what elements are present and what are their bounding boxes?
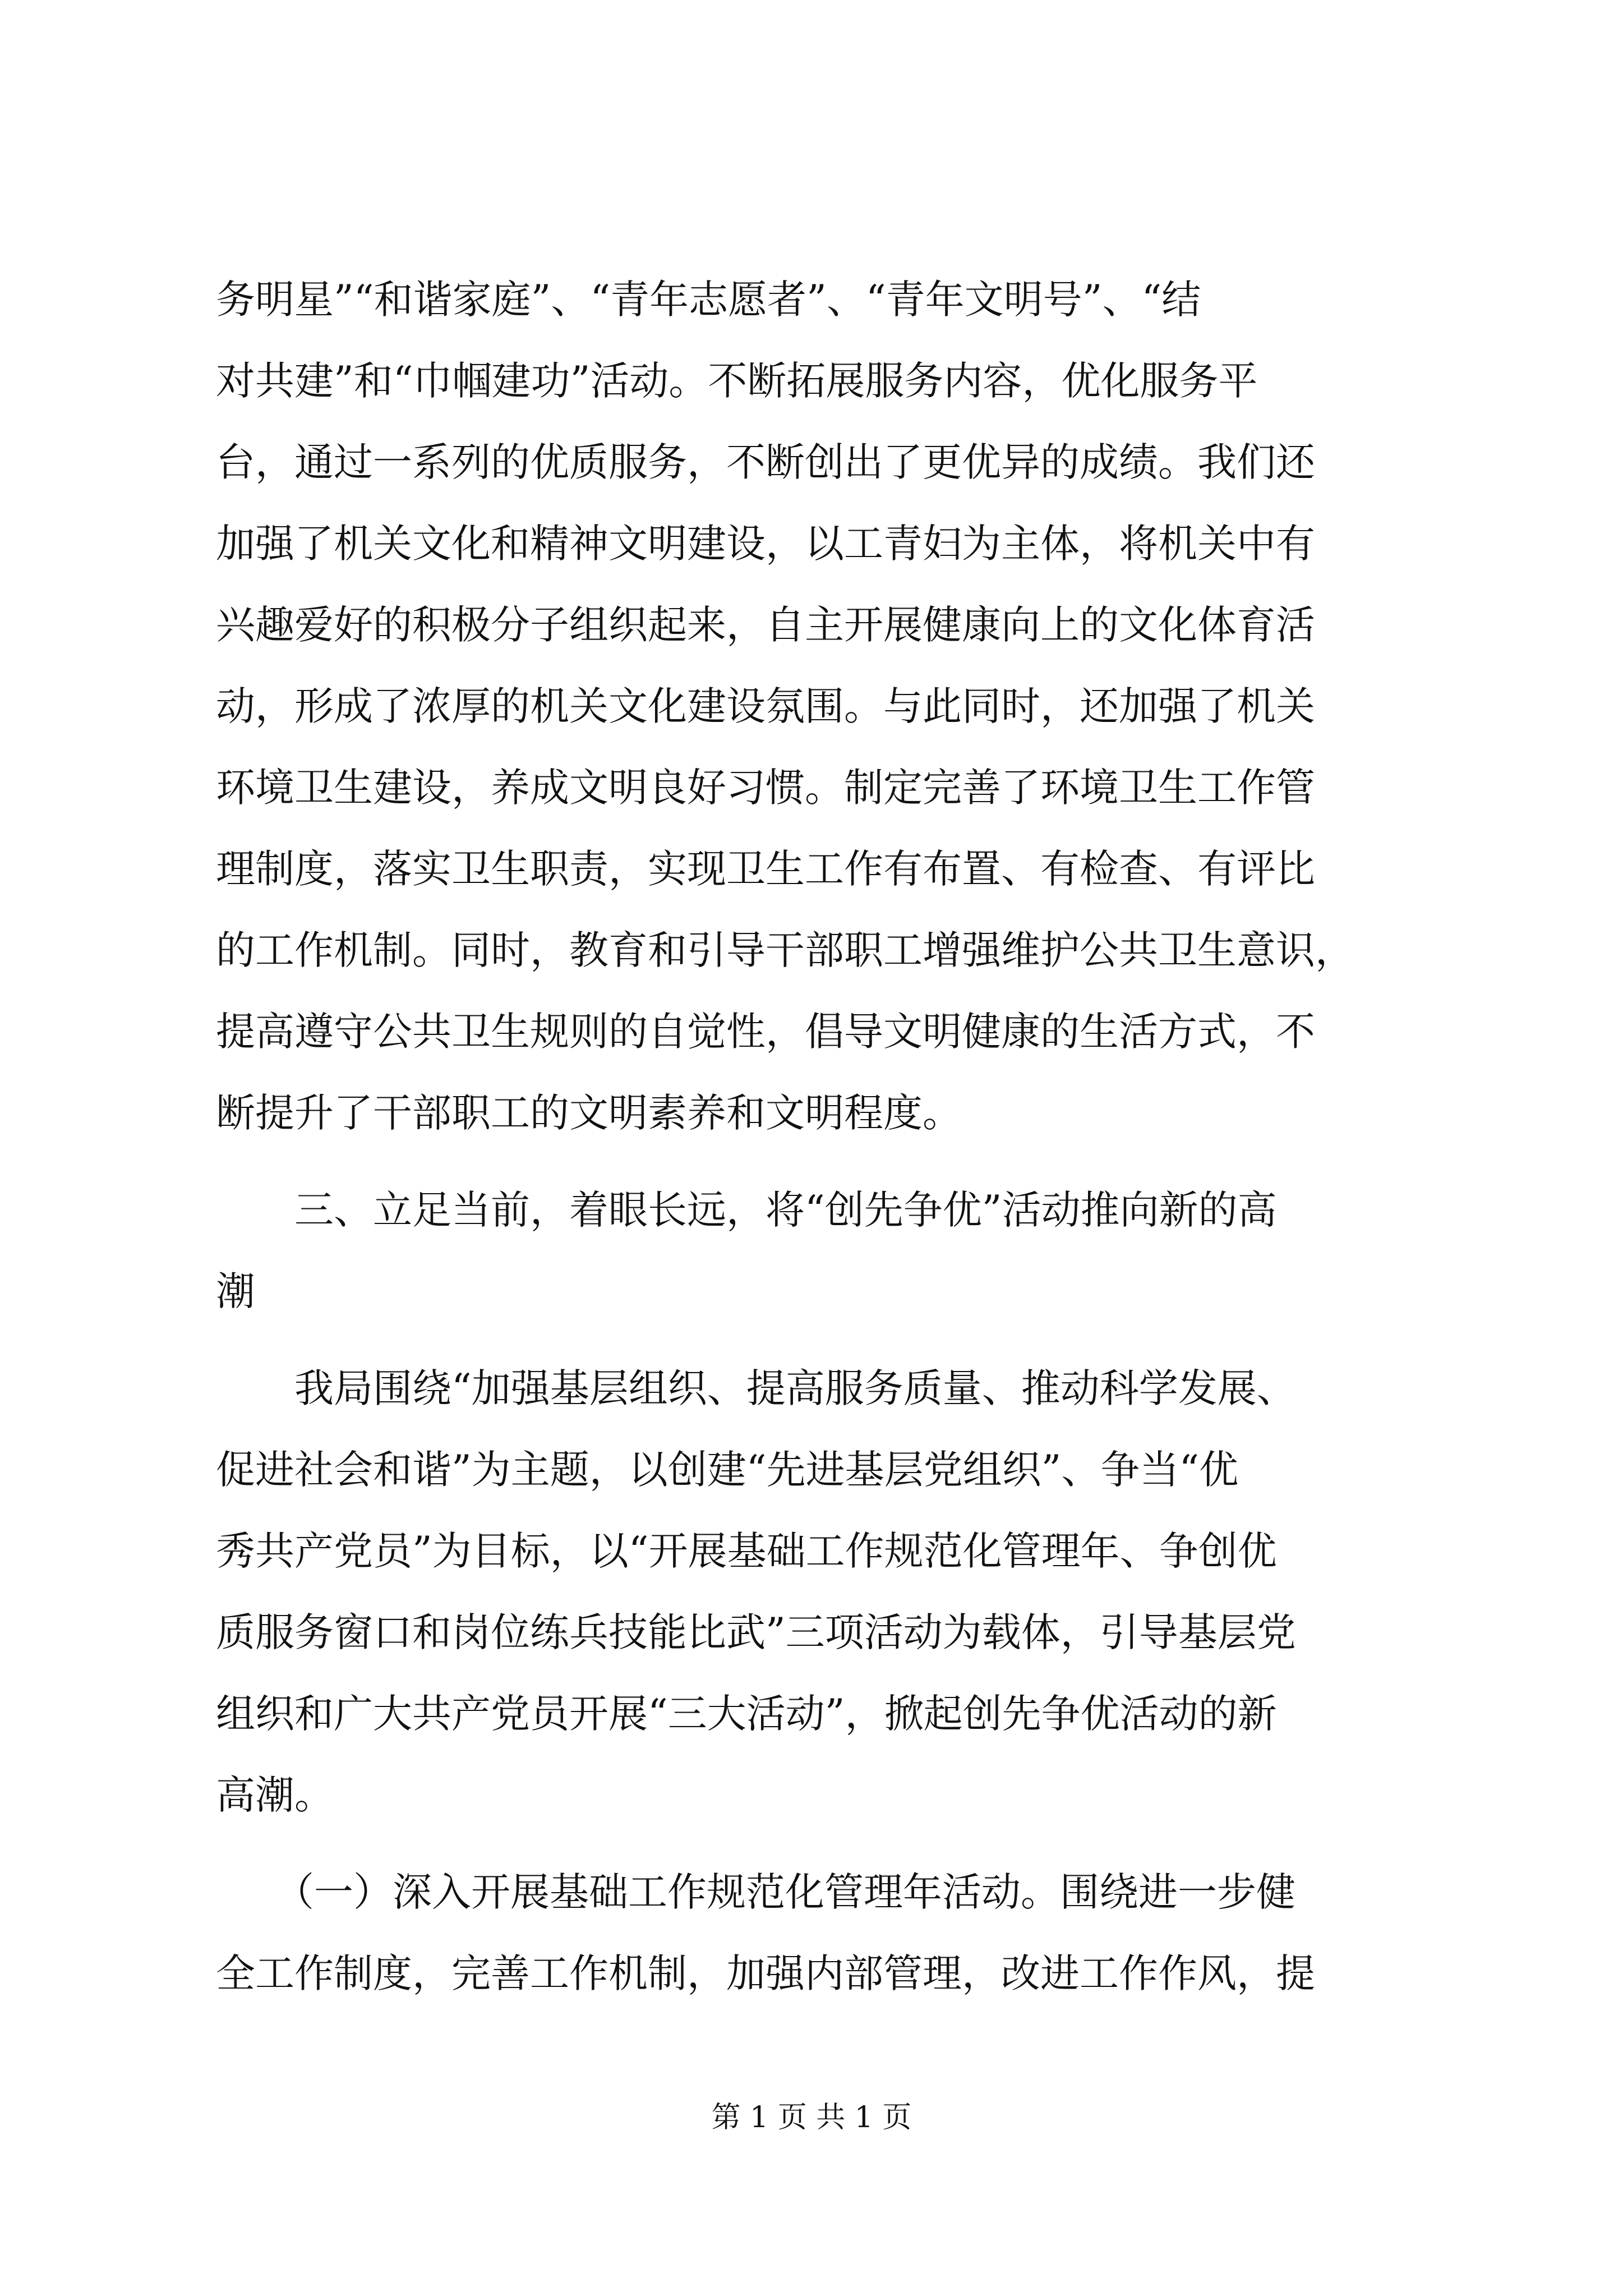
text-line: 动，形成了浓厚的机关文化建设氛围。与此同时，还加强了机关 xyxy=(216,683,1315,729)
text-line: （一）深入开展基础工作规范化管理年活动。围绕进一步健 xyxy=(216,1869,1295,1915)
paragraph xyxy=(216,1348,1422,1836)
text-line: 兴趣爱好的积极分子组织起来，自主开展健康向上的文化体育活 xyxy=(216,602,1315,648)
paragraph-spacer xyxy=(216,1332,1422,1348)
text-line: 对共建”和“巾帼建功”活动。不断拓展服务内容，优化服务平 xyxy=(216,358,1258,404)
text-line: 台，通过一系列的优质服务，不断创出了更优异的成绩。我们还 xyxy=(216,439,1315,485)
text-line: 理制度，落实卫生职责，实现卫生工作有布置、有检查、有评比 xyxy=(216,846,1315,892)
paragraph xyxy=(216,1852,1422,2014)
section-heading xyxy=(216,1170,1422,1332)
text-line: 秀共产党员”为目标，以“开展基础工作规范化管理年、争创优 xyxy=(216,1528,1277,1574)
text-line: 全工作制度，完善工作机制，加强内部管理，改进工作作风，提 xyxy=(216,1950,1315,1996)
text-line: 组织和广大共产党员开展“三大活动”，掀起创先争优活动的新 xyxy=(216,1691,1277,1737)
page-number: 第 1 页 共 1 页 xyxy=(711,2101,912,2134)
text-line: 提高遵守公共卫生规则的自觉性，倡导文明健康的生活方式，不 xyxy=(216,1009,1315,1055)
text-line: 的工作机制。同时，教育和引导干部职工增强维护公共卫生意识， xyxy=(216,927,1354,973)
text-line: 高潮。 xyxy=(216,1772,334,1818)
paragraph-spacer xyxy=(216,1836,1422,1852)
text-line: 潮 xyxy=(216,1268,255,1314)
text-line: 务明星”“和谐家庭”、“青年志愿者”、“青年文明号”、“结 xyxy=(216,277,1201,323)
paragraph xyxy=(216,259,1422,1154)
text-line: 促进社会和谐”为主题，以创建“先进基层党组织”、争当“优 xyxy=(216,1447,1239,1493)
text-line: 环境卫生建设，养成文明良好习惯。制定完善了环境卫生工作管 xyxy=(216,765,1315,811)
text-line: 质服务窗口和岗位练兵技能比武”三项活动为载体，引导基层党 xyxy=(216,1609,1296,1655)
text-line: 加强了机关文化和精神文明建设，以工青妇为主体，将机关中有 xyxy=(216,521,1315,567)
document-body xyxy=(216,259,1422,2014)
paragraph-spacer xyxy=(216,1154,1422,1170)
text-line: 我局围绕“加强基层组织、提高服务质量、推动科学发展、 xyxy=(216,1365,1296,1411)
text-line: 三、立足当前，着眼长远，将“创先争优”活动推向新的高 xyxy=(216,1187,1277,1233)
page-footer xyxy=(0,2095,1623,2140)
text-line: 断提升了干部职工的文明素养和文明程度。 xyxy=(216,1090,962,1136)
